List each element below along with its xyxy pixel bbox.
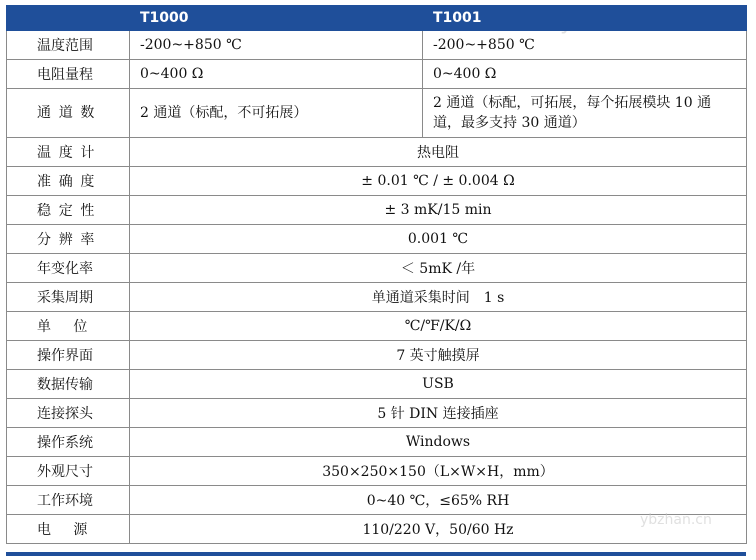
cell-shared-value: 单通道采集时间 1 s — [130, 283, 747, 312]
table-row — [7, 196, 747, 225]
cell-shared-value: ± 0.01 ℃ / ± 0.004 Ω — [130, 167, 747, 196]
cell-shared-value: 热电阻 — [130, 138, 747, 167]
cell-shared-value: 7 英寸触摸屏 — [130, 341, 747, 370]
row-label: 操作界面 — [7, 341, 130, 370]
header-cell-t1001: T1001 — [423, 6, 747, 31]
row-label: 外观尺寸 — [7, 457, 130, 486]
table-row — [7, 370, 747, 399]
table-row — [7, 486, 747, 515]
cell-shared-value: ＜ 5mK /年 — [130, 254, 747, 283]
row-label: 电阻量程 — [7, 60, 130, 89]
row-label: 温度计 — [7, 138, 130, 167]
cell-shared-value: 5 针 DIN 连接插座 — [130, 399, 747, 428]
cell-t1001: 2 通道（标配，可拓展，每个拓展模块 10 通道，最多支持 30 通道） — [423, 89, 747, 138]
table-row — [7, 225, 747, 254]
table-header-row — [7, 6, 747, 31]
cell-t1000: -200~+850 ℃ — [130, 31, 423, 60]
cell-shared-value: 110/220 V，50/60 Hz — [130, 515, 747, 544]
cell-shared-value: ± 3 mK/15 min — [130, 196, 747, 225]
row-label: 单位 — [7, 312, 130, 341]
row-label: 操作系统 — [7, 428, 130, 457]
table-row — [7, 60, 747, 89]
row-label: 采集周期 — [7, 283, 130, 312]
table-row — [7, 138, 747, 167]
header-cell-blank — [7, 6, 130, 31]
table-row — [7, 312, 747, 341]
row-label: 准确度 — [7, 167, 130, 196]
table-row — [7, 457, 747, 486]
watermark-bottom-right: ybzhan.cn — [640, 512, 712, 528]
table-row — [7, 254, 747, 283]
cell-t1001: 0~400 Ω — [423, 60, 747, 89]
cell-shared-value: 0.001 ℃ — [130, 225, 747, 254]
header-cell-t1000: T1000 — [130, 6, 423, 31]
cell-t1000: 2 通道（标配，不可拓展） — [130, 89, 423, 138]
row-label: 连接探头 — [7, 399, 130, 428]
cell-shared-value: 350×250×150（L×W×H，mm） — [130, 457, 747, 486]
table-row — [7, 341, 747, 370]
cell-shared-value: USB — [130, 370, 747, 399]
row-label: 工作环境 — [7, 486, 130, 515]
cell-shared-value: ℃/℉/K/Ω — [130, 312, 747, 341]
cell-t1000: 0~400 Ω — [130, 60, 423, 89]
bottom-rule — [6, 552, 746, 556]
row-label: 数据传输 — [7, 370, 130, 399]
row-label: 分辨率 — [7, 225, 130, 254]
table-row — [7, 31, 747, 60]
table-row — [7, 428, 747, 457]
spec-table — [6, 5, 747, 544]
row-label: 电源 — [7, 515, 130, 544]
table-row — [7, 167, 747, 196]
row-label: 温度范围 — [7, 31, 130, 60]
row-label: 稳定性 — [7, 196, 130, 225]
table-row — [7, 283, 747, 312]
cell-shared-value: 0~40 ℃，≤65% RH — [130, 486, 747, 515]
table-row — [7, 399, 747, 428]
table-row — [7, 515, 747, 544]
table-row — [7, 89, 747, 138]
cell-t1001: -200~+850 ℃ — [423, 31, 747, 60]
row-label: 通道数 — [7, 89, 130, 138]
row-label: 年变化率 — [7, 254, 130, 283]
cell-shared-value: Windows — [130, 428, 747, 457]
